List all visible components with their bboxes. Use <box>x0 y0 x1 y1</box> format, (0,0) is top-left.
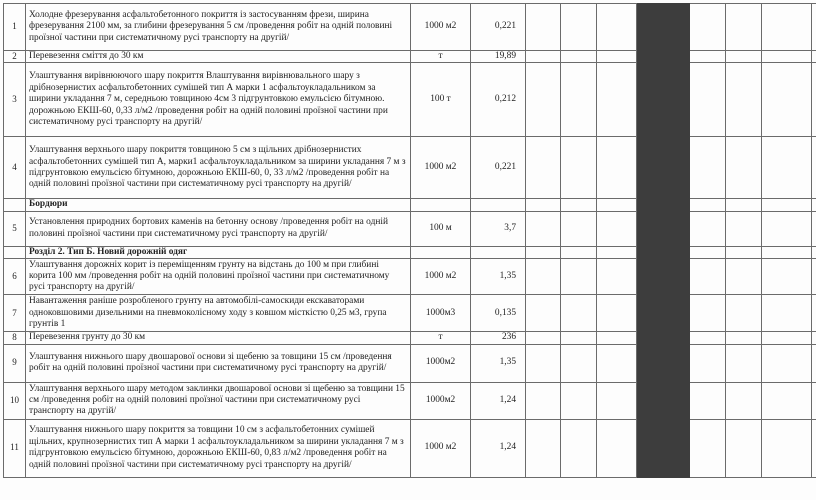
empty-cell <box>726 259 762 295</box>
empty-cell <box>812 211 816 246</box>
shaded-column-cell <box>637 332 690 344</box>
empty-cell <box>526 295 561 332</box>
work-description-cell: Перевезення сміття до 30 км <box>26 51 411 63</box>
section-title-cell: Розділ 2. Тип Б. Новий дорожній одяг <box>26 246 411 258</box>
empty-cell <box>726 246 762 258</box>
empty-cell <box>597 199 637 211</box>
row-number-cell: 6 <box>4 259 26 295</box>
unit-cell: т <box>411 332 471 344</box>
work-description-cell: Улаштування верхнього шару методом заклинки двошарової основи зі щебеню за товщини 15 см /проведення робіт на одній половині проїзної частини при систематичному русі транспорту на другій/ <box>26 382 411 419</box>
empty-cell <box>812 63 816 137</box>
empty-cell <box>762 63 812 137</box>
row-number-cell: 9 <box>4 344 26 382</box>
empty-cell <box>812 137 816 199</box>
empty-cell <box>762 419 812 477</box>
empty-cell <box>526 63 561 137</box>
section-title-cell: Бордюри <box>26 199 411 211</box>
empty-cell <box>597 246 637 258</box>
empty-cell <box>690 382 726 419</box>
quantity-cell: 1,35 <box>471 344 526 382</box>
empty-cell <box>690 419 726 477</box>
empty-cell <box>597 4 637 51</box>
empty-cell <box>526 246 561 258</box>
unit-cell: 1000 м2 <box>411 137 471 199</box>
empty-cell <box>690 344 726 382</box>
empty-cell <box>597 344 637 382</box>
empty-cell <box>561 419 597 477</box>
empty-cell <box>561 211 597 246</box>
shaded-column-cell <box>637 4 690 51</box>
empty-cell <box>726 211 762 246</box>
empty-cell <box>726 4 762 51</box>
empty-cell <box>690 51 726 63</box>
empty-cell <box>812 344 816 382</box>
row-number-cell: 1 <box>4 4 26 51</box>
empty-cell <box>526 332 561 344</box>
empty-cell <box>690 199 726 211</box>
empty-cell <box>561 51 597 63</box>
shaded-column-cell <box>637 63 690 137</box>
empty-cell <box>812 295 816 332</box>
row-number-cell: 8 <box>4 332 26 344</box>
empty-cell <box>561 63 597 137</box>
empty-cell <box>812 332 816 344</box>
empty-cell <box>726 332 762 344</box>
empty-cell <box>561 332 597 344</box>
table-row <box>4 332 816 344</box>
empty-cell <box>597 51 637 63</box>
table-row <box>4 4 816 51</box>
quantity-cell: 1,24 <box>471 419 526 477</box>
empty-cell <box>561 382 597 419</box>
empty-cell <box>762 137 812 199</box>
work-description-cell: Перевезення грунту до 30 км <box>26 332 411 344</box>
unit-cell: 1000м3 <box>411 295 471 332</box>
empty-cell <box>726 137 762 199</box>
empty-cell <box>597 419 637 477</box>
shaded-column-cell <box>637 295 690 332</box>
works-table <box>3 3 816 478</box>
empty-cell <box>762 4 812 51</box>
empty-cell <box>762 246 812 258</box>
empty-cell <box>812 382 816 419</box>
empty-cell <box>690 211 726 246</box>
shaded-column-cell <box>637 246 690 258</box>
unit-cell: т <box>411 51 471 63</box>
shaded-column-cell <box>637 259 690 295</box>
empty-cell <box>561 246 597 258</box>
unit-cell: 100 м <box>411 211 471 246</box>
unit-cell: 1000 м2 <box>411 419 471 477</box>
table-row <box>4 63 816 137</box>
unit-cell: 1000м2 <box>411 382 471 419</box>
empty-cell <box>762 295 812 332</box>
empty-cell <box>812 4 816 51</box>
empty-cell <box>812 199 816 211</box>
empty-cell <box>597 211 637 246</box>
row-number-cell: 4 <box>4 137 26 199</box>
empty-cell <box>812 419 816 477</box>
quantity-cell: 1,35 <box>471 259 526 295</box>
empty-cell <box>526 51 561 63</box>
empty-cell <box>526 137 561 199</box>
empty-cell <box>726 63 762 137</box>
empty-cell <box>561 199 597 211</box>
work-description-cell: Улаштування дорожніх корит із переміщенням грунту на відстань до 100 м при глибині корита 100 мм /проведення робіт на одній половині проїзної частини при систематичному русі транспорту на другій/ <box>26 259 411 295</box>
empty-cell <box>812 259 816 295</box>
empty-cell <box>561 137 597 199</box>
quantity-cell: 3,7 <box>471 211 526 246</box>
table-row <box>4 382 816 419</box>
empty-cell <box>597 259 637 295</box>
empty-cell <box>561 4 597 51</box>
empty-cell <box>726 419 762 477</box>
empty-cell <box>762 51 812 63</box>
row-number-cell <box>4 199 26 211</box>
empty-cell <box>526 211 561 246</box>
work-description-cell: Навантаження раніше розробленого грунту на автомобілі-самоскиди екскаваторами одноковшовими дизельними на пневмоколісному ходу з ковшом місткістю 0,25 м3, група грунтів 1 <box>26 295 411 332</box>
empty-cell <box>561 344 597 382</box>
empty-cell <box>812 51 816 63</box>
work-description-cell: Улаштування верхнього шару покриття товщиною 5 см з щільних дрібнозернистих асфальтобетонних сумішей тип А, марки1 асфальтоукладальником за ширини укладання 7 м з підгрунтовкою емульсією бітумною, дорожньою ЕКШ-60, 0, 33 л/м2 /проведення робіт на одній половині проїзної частини при систематичному русі транспорту на другій/ <box>26 137 411 199</box>
quantity-cell: 0,135 <box>471 295 526 332</box>
empty-cell <box>690 137 726 199</box>
empty-cell <box>726 51 762 63</box>
row-number-cell: 5 <box>4 211 26 246</box>
empty-cell <box>597 137 637 199</box>
empty-cell <box>726 344 762 382</box>
empty-cell <box>526 259 561 295</box>
row-number-cell: 2 <box>4 51 26 63</box>
row-number-cell: 7 <box>4 295 26 332</box>
work-description-cell: Улаштування нижнього шару покриття за товщини 10 см з асфальтобетонних сумішей щільних, крупнозернистих тип А марки 1 асфальтоукладальником за ширини укладання 7 м з підгрунтовкою емульсією бітумною, дорожньою ЕКШ-60, 0,83 л/м2 /проведення робіт на одній половині проїзної частини при систематичному русі транспорту на другій/ <box>26 419 411 477</box>
table-row <box>4 419 816 477</box>
unit-cell: 100 т <box>411 63 471 137</box>
quantity-cell: 19,89 <box>471 51 526 63</box>
table-row <box>4 295 816 332</box>
work-description-cell: Установлення природних бортових каменів на бетонну основу /проведення робіт на одній половині проїзної частини при систематичному русі транспорту на другій/ <box>26 211 411 246</box>
empty-cell <box>526 382 561 419</box>
table-row <box>4 211 816 246</box>
shaded-column-cell <box>637 51 690 63</box>
shaded-column-cell <box>637 344 690 382</box>
empty-cell <box>690 63 726 137</box>
works-table-body <box>4 4 816 478</box>
table-row <box>4 344 816 382</box>
row-number-cell: 11 <box>4 419 26 477</box>
empty-cell <box>561 259 597 295</box>
shaded-column-cell <box>637 419 690 477</box>
empty-cell <box>726 382 762 419</box>
table-row <box>4 137 816 199</box>
shaded-column-cell <box>637 137 690 199</box>
unit-cell: 1000 м2 <box>411 4 471 51</box>
empty-cell <box>762 211 812 246</box>
empty-cell <box>762 199 812 211</box>
empty-cell <box>526 419 561 477</box>
quantity-cell: 236 <box>471 332 526 344</box>
table-row <box>4 259 816 295</box>
unit-cell: 1000 м2 <box>411 259 471 295</box>
unit-cell <box>411 246 471 258</box>
row-number-cell: 3 <box>4 63 26 137</box>
empty-cell <box>597 382 637 419</box>
row-number-cell <box>4 246 26 258</box>
quantity-cell <box>471 199 526 211</box>
quantity-cell: 0,212 <box>471 63 526 137</box>
table-row <box>4 51 816 63</box>
empty-cell <box>561 295 597 332</box>
shaded-column-cell <box>637 211 690 246</box>
empty-cell <box>726 199 762 211</box>
empty-cell <box>690 246 726 258</box>
quantity-cell: 0,221 <box>471 137 526 199</box>
work-description-cell: Улаштування нижнього шару двошарової основи зі щебеню за товщини 15 см /проведення робіт на одній половині проїзної частини при систематичному русі транспорту на другій/ <box>26 344 411 382</box>
quantity-cell: 0,221 <box>471 4 526 51</box>
unit-cell <box>411 199 471 211</box>
empty-cell <box>597 295 637 332</box>
empty-cell <box>690 259 726 295</box>
unit-cell: 1000м2 <box>411 344 471 382</box>
empty-cell <box>690 332 726 344</box>
empty-cell <box>526 344 561 382</box>
row-number-cell: 10 <box>4 382 26 419</box>
empty-cell <box>762 344 812 382</box>
section-row <box>4 199 816 211</box>
empty-cell <box>812 246 816 258</box>
empty-cell <box>762 332 812 344</box>
section-row <box>4 246 816 258</box>
quantity-cell <box>471 246 526 258</box>
empty-cell <box>690 295 726 332</box>
empty-cell <box>690 4 726 51</box>
empty-cell <box>762 259 812 295</box>
shaded-column-cell <box>637 199 690 211</box>
empty-cell <box>726 295 762 332</box>
empty-cell <box>597 63 637 137</box>
work-description-cell: Улаштування вирівнюючого шару покриття Влаштування вирівнювального шару з дрібнозернистих асфальтобетонних сумішей тип А марки 1 асфальтоукладальником за ширини укладання 7 м, середньою товщиною 4см 3 підгрунтовкою емульсією бітумною. дорожньою ЕКШ-60, 0,33 л/м2 /проведення робіт на одній половині проїзної частини при систематичному русі транспорту на другій/ <box>26 63 411 137</box>
empty-cell <box>526 4 561 51</box>
quantity-cell: 1,24 <box>471 382 526 419</box>
empty-cell <box>762 382 812 419</box>
work-description-cell: Холодне фрезерування асфальтобетонного покриття із застосуванням фрези, ширина фрезерування 2100 мм, за глибини фрезерування 5 см /проведення робіт на одній половині проїзної частини при систематичному русі транспорту на другій/ <box>26 4 411 51</box>
empty-cell <box>526 199 561 211</box>
shaded-column-cell <box>637 382 690 419</box>
empty-cell <box>597 332 637 344</box>
